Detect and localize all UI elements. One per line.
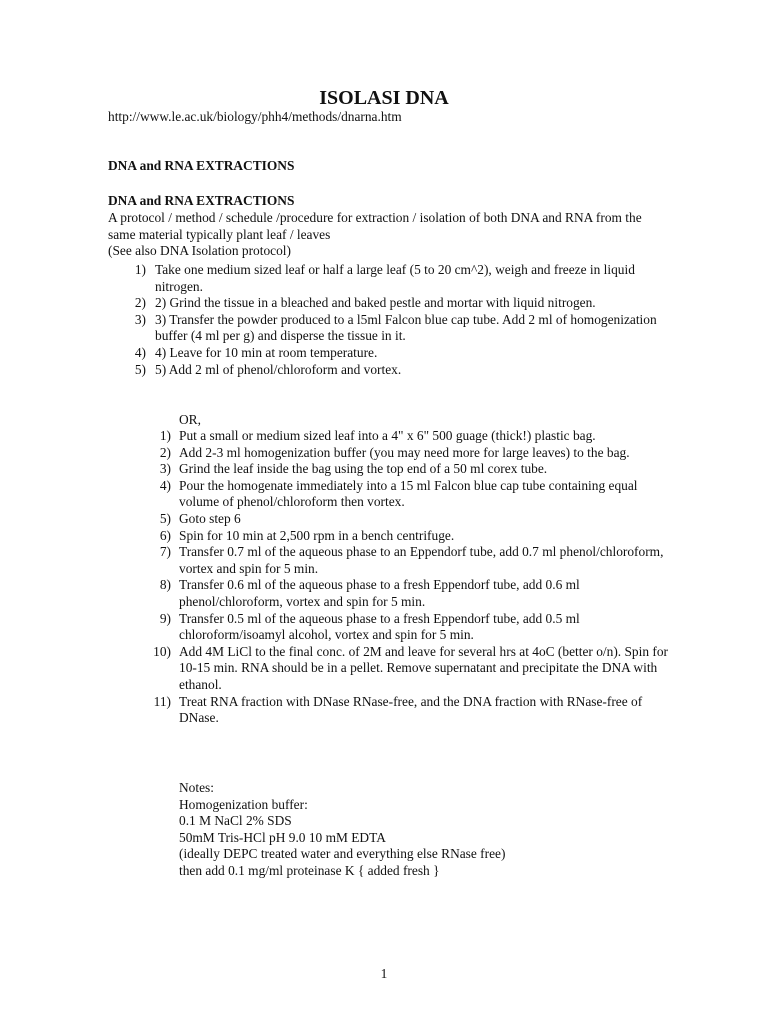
alternative-steps-list bbox=[108, 428, 668, 727]
step-text: 5) Add 2 ml of phenol/chloroform and vortex. bbox=[155, 361, 402, 377]
step-text: 3) Transfer the powder produced to a l5ml Falcon blue cap tube. Add 2 ml of homogenization buffer (4 ml per g) and disperse the tissue in it. bbox=[155, 311, 657, 344]
list-item bbox=[108, 528, 668, 545]
see-also-note: (See also DNA Isolation protocol) bbox=[108, 243, 291, 258]
step-text: Transfer 0.7 ml of the aqueous phase to an Eppendorf tube, add 0.7 ml phenol/chloroform, vortex and spin for 5 min. bbox=[179, 544, 664, 576]
list-item bbox=[108, 511, 668, 528]
list-item bbox=[108, 694, 668, 727]
step-text: Add 4M LiCl to the final conc. of 2M and leave for several hrs at 4oC (better o/n). Spin for 10-15 min. RNA should be in a pellet. Remove supernatant and precipitate the DNA with ethanol. bbox=[179, 643, 669, 692]
notes-line: (ideally DEPC treated water and everything else RNase free) bbox=[179, 846, 506, 862]
step-text: Treat RNA fraction with DNase RNase-free, and the DNA fraction with RNase-free of DNase. bbox=[179, 693, 643, 726]
step-number: 2) bbox=[134, 295, 146, 311]
step-text: Pour the homogenate immediately into a 15 ml Falcon blue cap tube containing equal volume of phenol/chloroform then vortex. bbox=[179, 477, 638, 510]
step-number: 4) bbox=[134, 344, 146, 360]
step-number: 7) bbox=[159, 544, 171, 560]
source-url: http://www.le.ac.uk/biology/phh4/methods/dnarna.htm bbox=[108, 109, 402, 124]
notes-line: 0.1 M NaCl 2% SDS bbox=[179, 813, 292, 829]
list-item bbox=[108, 295, 668, 312]
page-number: 1 bbox=[380, 966, 388, 981]
step-number: 4) bbox=[159, 477, 171, 493]
step-text: Transfer 0.5 ml of the aqueous phase to a fresh Eppendorf tube, add 0.5 ml chloroform/isoamyl alcohol, vortex and spin for 5 min. bbox=[179, 610, 580, 643]
step-text: Goto step 6 bbox=[179, 510, 241, 526]
list-item bbox=[108, 262, 668, 295]
list-item bbox=[108, 312, 668, 345]
notes-block bbox=[179, 780, 679, 880]
step-number: 2) bbox=[159, 444, 171, 460]
list-item bbox=[108, 461, 668, 478]
page-title: ISOLASI DNA bbox=[319, 87, 449, 109]
step-number: 3) bbox=[134, 311, 146, 327]
step-number: 9) bbox=[159, 610, 171, 626]
step-text: Transfer 0.6 ml of the aqueous phase to a fresh Eppendorf tube, add 0.6 ml phenol/chloroform, vortex and spin for 5 min. bbox=[179, 577, 580, 609]
step-text: 4) Leave for 10 min at room temperature. bbox=[155, 344, 378, 360]
list-item bbox=[108, 478, 668, 511]
step-text: Grind the leaf inside the bag using the top end of a 50 ml corex tube. bbox=[179, 461, 548, 477]
step-text: 2) Grind the tissue in a bleached and baked pestle and mortar with liquid nitrogen. bbox=[155, 295, 596, 311]
step-number: 6) bbox=[159, 527, 171, 543]
step-number: 11) bbox=[153, 693, 171, 709]
step-text: Take one medium sized leaf or half a large leaf (5 to 20 cm^2), weigh and freeze in liquid nitrogen. bbox=[155, 262, 635, 294]
notes-line: Homogenization buffer: bbox=[179, 796, 308, 812]
step-number: 1) bbox=[159, 428, 171, 443]
step-number: 5) bbox=[134, 361, 146, 377]
step-number: 5) bbox=[159, 510, 171, 526]
notes-line: then add 0.1 mg/ml proteinase K { added fresh } bbox=[179, 862, 440, 878]
intro-paragraph: A protocol / method / schedule /procedure for extraction / isolation of both DNA and RNA from the same material typically plant leaf / leaves bbox=[108, 210, 642, 242]
step-text: Spin for 10 min at 2,500 rpm in a bench centrifuge. bbox=[179, 527, 455, 543]
list-item bbox=[108, 428, 668, 445]
step-number: 1) bbox=[134, 262, 146, 277]
subsection-heading: DNA and RNA EXTRACTIONS bbox=[108, 193, 295, 208]
alternative-label: OR, bbox=[179, 412, 201, 427]
step-number: 8) bbox=[159, 577, 171, 593]
protocol-steps-list bbox=[108, 262, 668, 378]
section-heading: DNA and RNA EXTRACTIONS bbox=[108, 158, 295, 173]
list-item bbox=[108, 544, 668, 577]
notes-label: Notes: bbox=[179, 780, 214, 795]
step-number: 10) bbox=[153, 643, 171, 659]
step-text: Put a small or medium sized leaf into a 4" x 6" 500 guage (thick!) plastic bag. bbox=[179, 428, 596, 443]
step-text: Add 2-3 ml homogenization buffer (you may need more for large leaves) to the bag. bbox=[179, 444, 630, 460]
list-item bbox=[108, 577, 668, 610]
list-item bbox=[108, 611, 668, 644]
list-item bbox=[108, 345, 668, 362]
notes-line: 50mM Tris-HCl pH 9.0 10 mM EDTA bbox=[179, 829, 386, 845]
list-item bbox=[108, 445, 668, 462]
list-item bbox=[108, 644, 668, 694]
list-item bbox=[108, 362, 668, 379]
step-number: 3) bbox=[159, 461, 171, 477]
